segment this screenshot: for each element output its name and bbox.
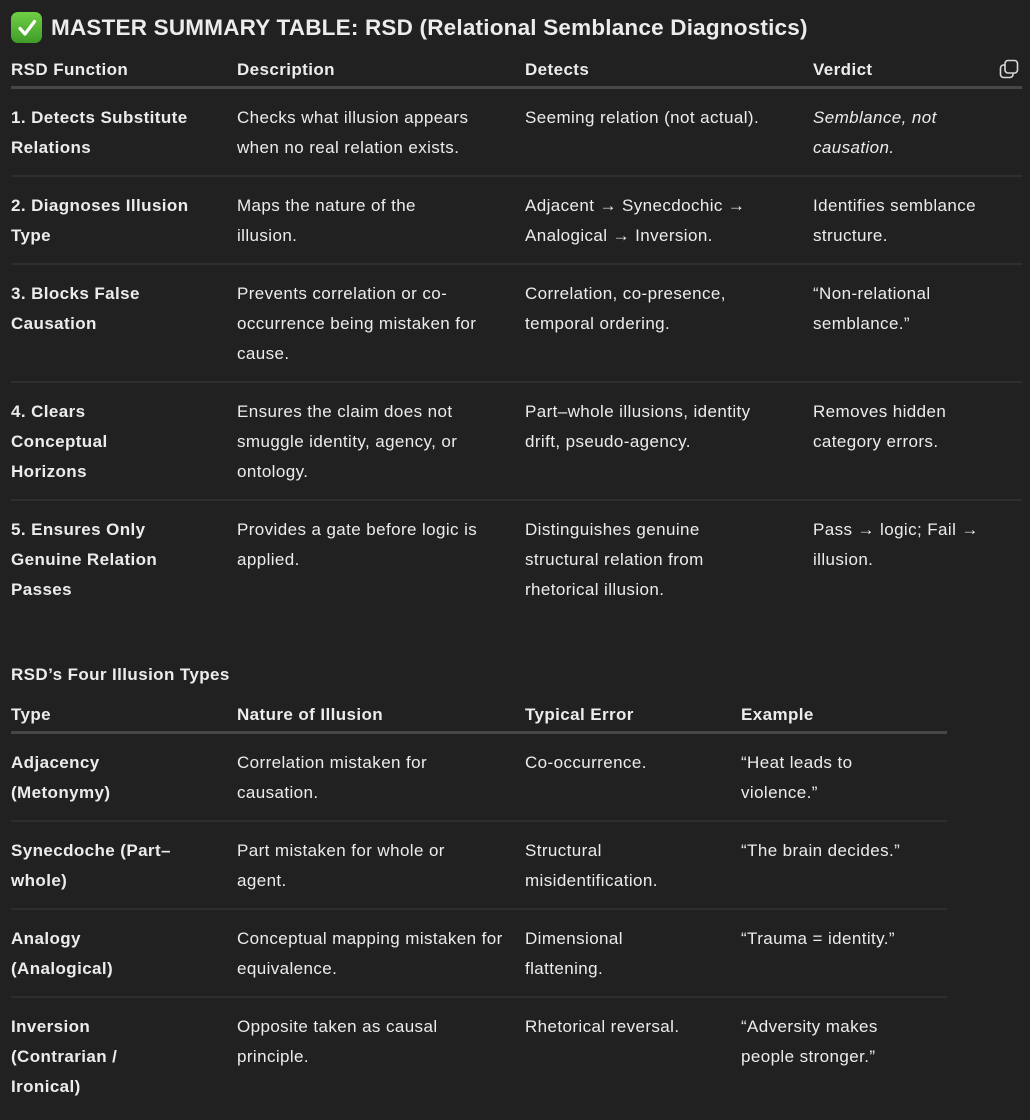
table-cell-type: Synecdoche (Part–whole) [11, 821, 237, 909]
table-cell-description: Ensures the claim does not smuggle identity, agency, or ontology. [237, 382, 525, 500]
table-cell-description: Checks what illusion appears when no real relation exists. [237, 88, 525, 177]
table-row [11, 997, 947, 1114]
table-cell-function: 2. Diagnoses Illusion Type [11, 176, 237, 264]
table-row [11, 176, 1022, 264]
table-row [11, 821, 947, 909]
table-cell-detects: Distinguishes genuine structural relation from rhetorical illusion. [525, 520, 704, 599]
table-cell-error: Co-occurrence. [525, 733, 741, 822]
table-cell-function: 1. Detects Substitute Relations [11, 88, 237, 177]
table-cell-description: Maps the nature of the illusion. [237, 176, 525, 264]
table-cell-description: Prevents correlation or co-occurrence being mistaken for cause. [237, 264, 525, 382]
table-cell-verdict: Identifies semblance structure. [813, 176, 1022, 264]
column-header: Type [11, 702, 237, 733]
column-header: Nature of Illusion [237, 702, 525, 733]
table-row [11, 500, 1022, 617]
table-cell-detects: Part–whole illusions, identity drift, pseudo-agency. [525, 382, 813, 500]
column-header: Example [741, 702, 947, 733]
column-header: Description [237, 57, 525, 88]
table-row [11, 382, 1022, 500]
table-cell-type: Adjacency (Metonymy) [11, 733, 237, 822]
table-cell-detects: Seeming relation (not actual). [525, 88, 813, 177]
table-cell-example: “Adversity makes people stronger.” [741, 1017, 878, 1066]
section-heading: RSD’s Four Illusion Types [11, 665, 230, 684]
table-cell-function: 4. Clears Conceptual Horizons [11, 382, 237, 500]
table-cell-error: Rhetorical reversal. [525, 1017, 680, 1036]
table-cell-verdict: Removes hidden category errors. [813, 382, 1022, 500]
table-row [11, 88, 1022, 177]
table-cell-error: Structural misidentification. [525, 821, 741, 909]
table-row [11, 733, 947, 822]
table-cell-description: Provides a gate before logic is applied. [237, 520, 478, 569]
table-cell-detects: Correlation, co-presence, temporal ordering. [525, 264, 813, 382]
table-cell-type: Analogy (Analogical) [11, 909, 237, 997]
table-cell-verdict: Pass → logic; Fail → illusion. [813, 520, 979, 569]
table-cell-function: 5. Ensures Only Genuine Relation Passes [11, 520, 158, 599]
table-cell-nature: Correlation mistaken for causation. [237, 733, 525, 822]
table-cell-example: “Trauma = identity.” [741, 909, 947, 997]
check-mark-button-icon [11, 12, 42, 43]
table-cell-type: Inversion (Contrarian / Ironical) [11, 1017, 118, 1096]
column-header: Typical Error [525, 702, 741, 733]
table-cell-nature: Part mistaken for whole or agent. [237, 821, 525, 909]
table-row [11, 909, 947, 997]
table-cell-example: “Heat leads to violence.” [741, 733, 947, 822]
column-header: Detects [525, 57, 813, 88]
illusion-types-table [11, 702, 947, 1114]
column-header: Verdict [813, 57, 1022, 88]
table-cell-nature: Opposite taken as causal principle. [237, 1017, 438, 1066]
table-cell-verdict: “Non-relational semblance.” [813, 264, 1022, 382]
column-header: RSD Function [11, 57, 237, 88]
table-row [11, 264, 1022, 382]
table-cell-example: “The brain decides.” [741, 821, 947, 909]
table-cell-error: Dimensional flattening. [525, 909, 741, 997]
table-header-row [11, 57, 1022, 88]
table-cell-verdict: Semblance, not causation. [813, 88, 1022, 177]
summary-table [11, 57, 1022, 617]
table-cell-nature: Conceptual mapping mistaken for equivalence. [237, 909, 525, 997]
page-title [11, 12, 808, 43]
page-title-text: MASTER SUMMARY TABLE: RSD (Relational Semblance Diagnostics) [51, 14, 808, 40]
table-cell-detects: Adjacent → Synecdochic → Analogical → Inversion. [525, 176, 813, 264]
table-cell-function: 3. Blocks False Causation [11, 264, 237, 382]
table-header-row [11, 702, 947, 733]
